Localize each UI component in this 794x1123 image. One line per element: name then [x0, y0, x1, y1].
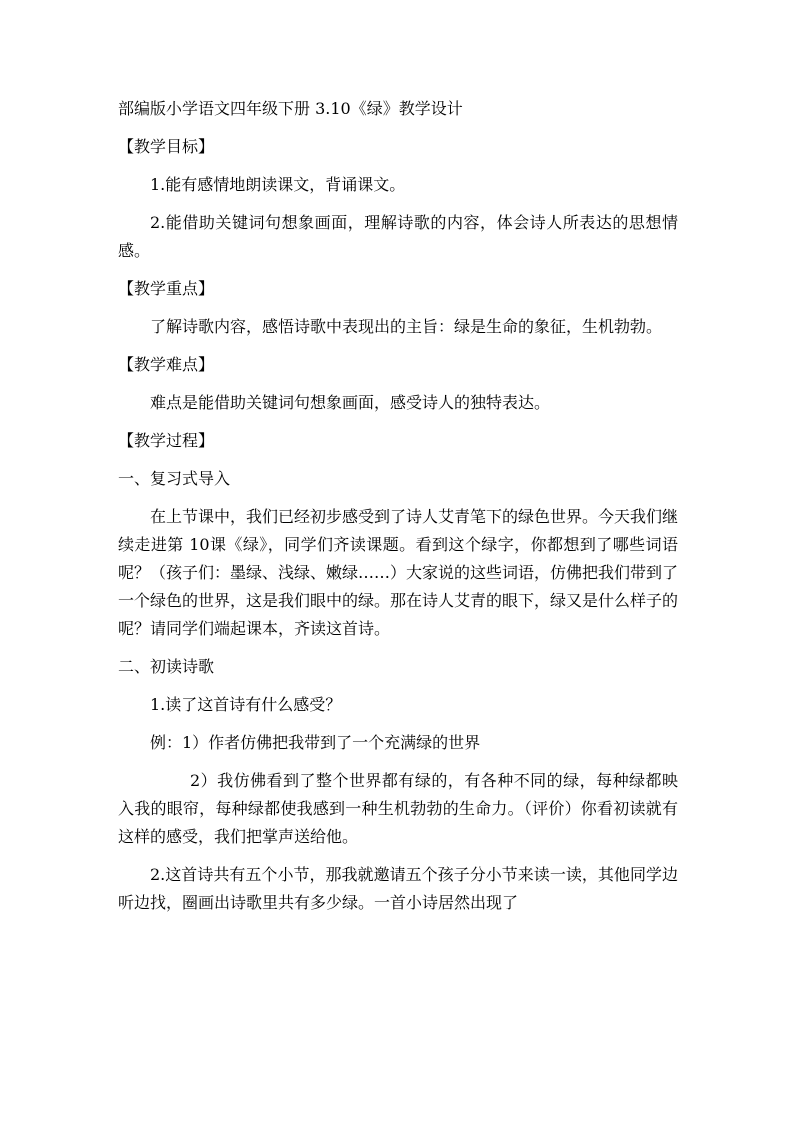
part2-question-2: 2.这首诗共有五个小节，那我就邀请五个孩子分小节来读一读，其他同学边听边找，圈画出诗歌里共有多少绿。一首小诗居然出现了: [118, 865, 678, 912]
part1-heading: 一、复习式导入: [118, 469, 231, 488]
section-heading-key-points: 【教学重点】: [118, 279, 215, 298]
difficulty-text: 难点是能借助关键词句想象画面，感受诗人的独特表达。: [150, 393, 551, 412]
document-title: 部编版小学语文四年级下册 3.10《绿》教学设计: [118, 99, 463, 118]
objective-1: 1.能有感情地朗读课文，背诵课文。: [150, 175, 406, 194]
part1-paragraph: 在上节课中，我们已经初步感受到了诗人艾青笔下的绿色世界。今天我们继续走进第 10课《绿》，同学们齐读课题。看到这个绿字，你都想到了哪些词语呢？（孩子们：墨绿、浅绿、嫩绿……）大家说的这些词语，仿佛把我们带到了一个绿色的世界，这是我们眼中的绿。那在诗人艾青的眼下，绿又是什么样子的呢？请同学们端起课本，齐读这首诗。: [118, 507, 679, 638]
objective-2: 2.能借助关键词句想象画面，理解诗歌的内容，体会诗人所表达的思想情感。: [118, 213, 678, 260]
part2-example-1: 例：1）作者仿佛把我带到了一个充满绿的世界: [150, 733, 481, 752]
part2-question-1: 1.读了这首诗有什么感受？: [150, 695, 342, 714]
section-heading-process: 【教学过程】: [118, 431, 215, 450]
document-body: [118, 95, 678, 927]
part2-heading: 二、初读诗歌: [118, 657, 215, 676]
section-heading-difficulties: 【教学难点】: [118, 355, 215, 374]
key-point-text: 了解诗歌内容，感悟诗歌中表现出的主旨：绿是生命的象征，生机勃勃。: [150, 317, 663, 336]
part2-example-2: 2）我仿佛看到了整个世界都有绿的，有各种不同的绿，每种绿都映入我的眼帘，每种绿都使我感到一种生机勃勃的生命力。（评价）你看初读就有这样的感受，我们把掌声送给他。: [118, 771, 678, 846]
section-heading-objectives: 【教学目标】: [118, 137, 215, 156]
